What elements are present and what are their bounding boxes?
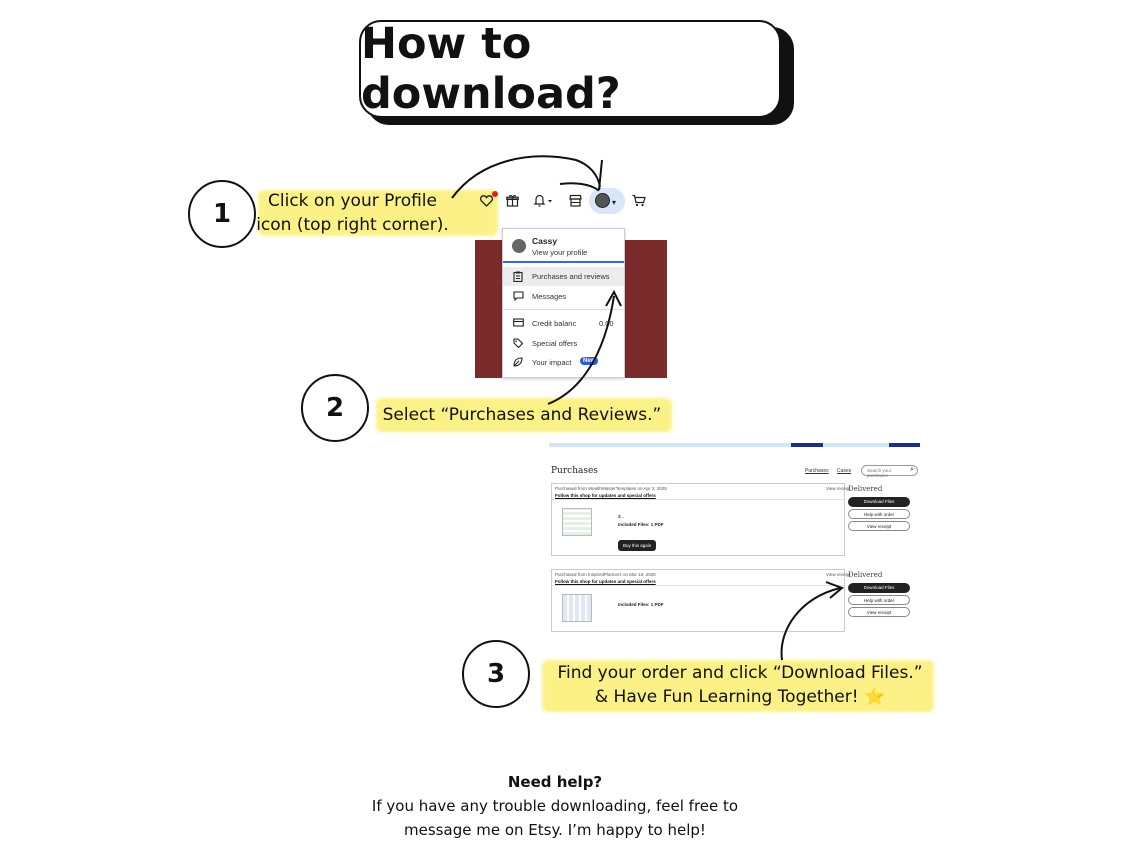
order-source: Purchased from WealthMasterTemplates on Apr 3, 2025 xyxy=(555,486,667,491)
included-files: Included Files: 1 PDF xyxy=(618,602,664,607)
download-files-button[interactable]: Download Files xyxy=(848,583,910,593)
view-profile-link[interactable]: View your profile xyxy=(532,248,588,257)
view-receipt-button[interactable]: View receipt xyxy=(848,521,910,531)
order-receipt-link[interactable]: View receipt xyxy=(826,572,851,577)
purchases-heading: Purchases xyxy=(551,466,598,476)
star-icon: ⭐ xyxy=(863,687,886,707)
view-receipt-button[interactable]: View receipt xyxy=(848,607,910,617)
page-title: How to download? xyxy=(361,19,621,119)
arrow-step3 xyxy=(782,588,840,660)
help-with-order-button[interactable]: Help with order xyxy=(848,509,910,519)
step-2-number: 2 xyxy=(325,393,345,423)
purchases-link[interactable]: Purchases xyxy=(805,468,829,474)
order-status: Delivered xyxy=(848,571,883,579)
follow-shop-link[interactable]: Follow this shop for updates and special offers xyxy=(555,493,656,498)
help-line1: If you have any trouble downloading, feel free to xyxy=(371,797,739,815)
step-3-line2: & Have Fun Learning Together! xyxy=(594,687,859,707)
follow-shop-link[interactable]: Follow this shop for updates and special offers xyxy=(555,579,656,584)
step-3-line1: Find your order and click “Download Files.” xyxy=(557,663,923,683)
search-icon[interactable]: ⌕ xyxy=(910,466,914,473)
buy-again-button[interactable]: Buy this again xyxy=(618,540,656,551)
menu-item-label: Your impact xyxy=(532,358,572,367)
help-footer xyxy=(355,770,755,842)
menu-item-label: Messages xyxy=(532,292,567,301)
step-3-number: 3 xyxy=(486,659,506,689)
credit-balance-value: 0.00 xyxy=(599,319,614,328)
step-1-number: 1 xyxy=(212,199,232,229)
cases-link[interactable]: Cases xyxy=(837,468,852,474)
order-source: Purchased from InspiredPlannerz on Mar 18, 2025 xyxy=(555,572,656,577)
menu-item-label: Purchases and reviews xyxy=(532,272,610,281)
chevron-down-icon: ▾ xyxy=(612,198,617,207)
arrow-step2 xyxy=(548,296,614,404)
profile-name: Cassy xyxy=(532,236,558,246)
help-line2: message me on Etsy. I’m happy to help! xyxy=(404,821,706,839)
step-2-text: Select “Purchases and Reviews.” xyxy=(382,405,662,425)
download-files-button[interactable]: Download Files xyxy=(848,497,910,507)
help-heading: Need help? xyxy=(507,773,603,791)
included-files: Included Files: 1 PDF xyxy=(618,522,664,527)
search-placeholder: Search your purchases xyxy=(867,468,892,478)
step-1-line2: icon (top right corner). xyxy=(256,215,449,235)
order-status: Delivered xyxy=(848,485,883,493)
product-title: $... xyxy=(618,514,625,519)
new-badge: New xyxy=(580,357,598,365)
step-1-line1: Click on your Profile xyxy=(268,191,437,211)
menu-item-label: Credit balanc xyxy=(532,319,577,328)
arrow-step1 xyxy=(452,156,600,198)
menu-item-label: Special offers xyxy=(532,339,578,348)
help-with-order-button[interactable]: Help with order xyxy=(848,595,910,605)
order-receipt-link[interactable]: View receipt xyxy=(826,486,851,491)
